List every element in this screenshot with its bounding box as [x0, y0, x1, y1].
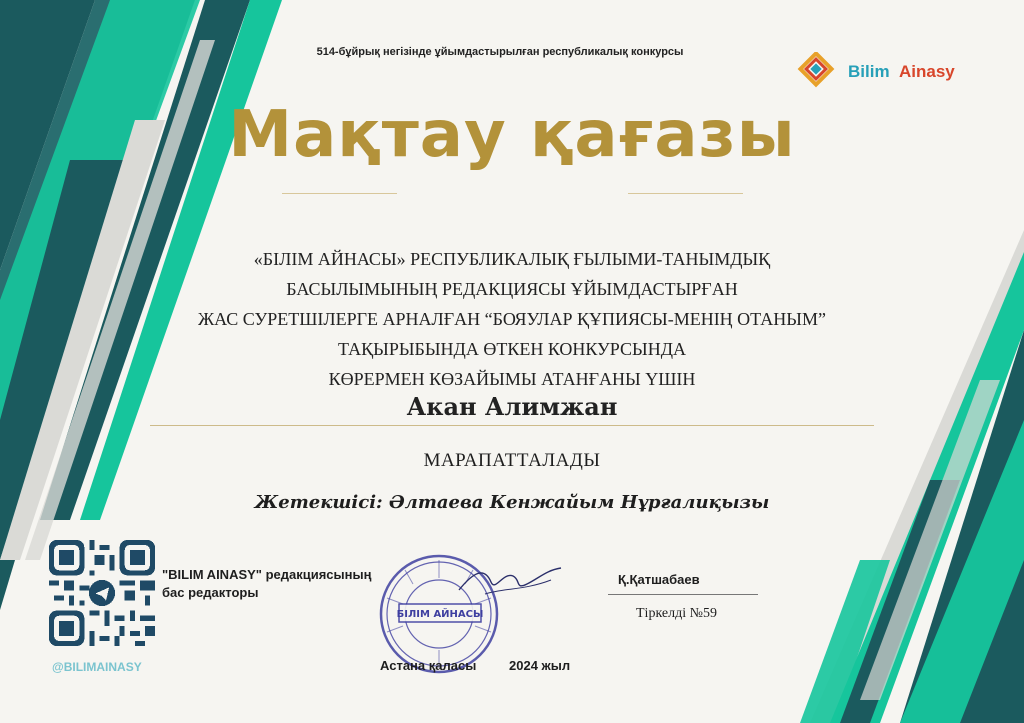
- brand-name-part2: Ainasy: [899, 62, 955, 81]
- brand-logo-icon: [796, 52, 840, 92]
- brand-logo: [796, 52, 986, 92]
- brand-name: [848, 62, 955, 82]
- qr-code-icon: [49, 540, 155, 646]
- body-line: «БІЛІМ АЙНАСЫ» РЕСПУБЛИКАЛЫҚ ҒЫЛЫМИ-ТАНЫМДЫҚ: [253, 249, 771, 269]
- stamp-text: БІЛІМ АЙНАСЫ: [396, 609, 484, 620]
- registration-number: Тіркелді №59: [636, 606, 717, 621]
- supervisor-line: Жетекшісі: Әлтаева Кенжайым Нұрғалиқызы: [254, 492, 770, 513]
- title-divider-right: [628, 193, 743, 194]
- signature-icon: [455, 560, 565, 600]
- recipient-underline: [150, 425, 874, 426]
- issue-year: 2024 жыл: [509, 658, 571, 673]
- brand-name-part1: Bilim: [848, 62, 890, 81]
- certificate-title: Мақтау қағазы: [228, 98, 796, 172]
- body-line: ТАҚЫРЫБЫНДА ӨТКЕН КОНКУРСЫНДА: [338, 339, 686, 359]
- awarded-label: МАРАПАТТАЛАДЫ: [423, 450, 601, 471]
- social-handle: @BILIMAINASY: [52, 660, 142, 674]
- header-note: 514-бұйрық негізінде ұйымдастырылған республикалық конкурсы: [316, 46, 684, 58]
- body-line: ЖАС СУРЕТШІЛЕРГЕ АРНАЛҒАН “БОЯУЛАР ҚҰПИЯСЫ-МЕНІҢ ОТАНЫМ”: [198, 309, 826, 329]
- body-line: БАСЫЛЫМЫНЫҢ РЕДАКЦИЯСЫ ҰЙЫМДАСТЫРҒАН: [286, 279, 738, 299]
- signature-line: [608, 594, 758, 595]
- issue-city: Астана қаласы: [380, 658, 477, 673]
- body-line: КӨРЕРМЕН КӨЗАЙЫМЫ АТАНҒАНЫ ҮШІН: [328, 369, 696, 389]
- certificate-body: [150, 244, 874, 394]
- signer-name: Қ.Қатшабаев: [618, 572, 700, 587]
- editor-label-line2: бас редакторы: [162, 585, 259, 600]
- title-divider-left: [282, 193, 397, 194]
- recipient-name: Акан Алимжан: [406, 392, 618, 421]
- editor-label-line1: "BILIM AINASY" редакциясының: [162, 567, 372, 582]
